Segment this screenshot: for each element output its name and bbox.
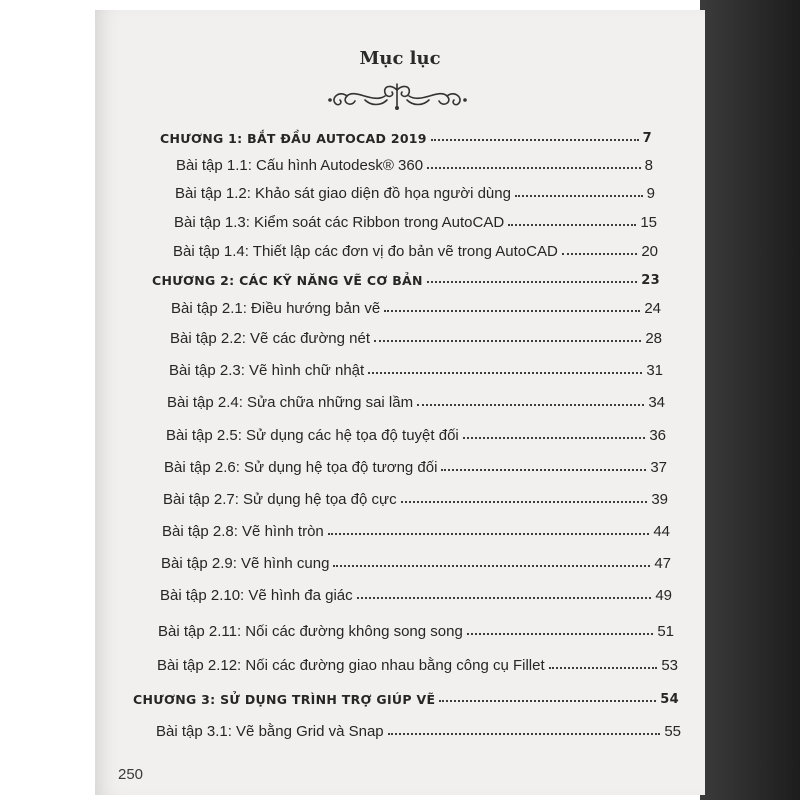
toc-page-number: 51 [657, 623, 674, 640]
leader-dots [463, 437, 646, 439]
toc-chapter-3 [133, 681, 679, 707]
toc-label: Bài tập 2.12: Nối các đường giao nhau bằng công cụ Fillet [157, 657, 545, 674]
toc-page-number: 9 [646, 185, 655, 202]
toc-page-number: 31 [646, 362, 663, 379]
leader-dots [549, 667, 658, 669]
toc-page-number: 54 [660, 692, 679, 707]
leader-dots [508, 224, 636, 226]
toc-item [163, 482, 668, 508]
toc-page-number: 49 [655, 587, 672, 604]
toc-label: Bài tập 1.1: Cấu hình Autodesk® 360 [176, 157, 424, 174]
toc-page-number: 55 [664, 723, 681, 740]
toc-page-number: 20 [641, 243, 658, 260]
toc-label: Bài tập 2.7: Sử dụng hệ tọa độ cực [163, 491, 397, 508]
toc-item [171, 291, 661, 317]
toc-page-number: 37 [650, 459, 667, 476]
toc-label: Bài tập 2.5: Sử dụng các hệ tọa độ tuyệt đối [166, 427, 459, 444]
toc-chapter-2 [152, 262, 660, 288]
toc-label: Bài tập 1.4: Thiết lập các đơn vị đo bản vẽ trong AutoCAD [173, 243, 558, 260]
toc-label: Bài tập 3.1: Vẽ bằng Grid và Snap [156, 723, 384, 740]
toc-item [173, 234, 658, 260]
toc-page-number: 28 [645, 330, 662, 347]
toc-label: CHƯƠNG 2: CÁC KỸ NĂNG VẼ CƠ BẢN [152, 273, 423, 288]
leader-dots [417, 404, 644, 406]
toc-item [162, 514, 670, 540]
toc-item [167, 385, 665, 411]
toc-page-number: 44 [653, 523, 670, 540]
toc-page-number: 24 [644, 300, 661, 317]
toc-label: Bài tập 2.2: Vẽ các đường nét [170, 330, 371, 347]
toc-item [157, 648, 678, 674]
leader-dots [357, 597, 652, 599]
leader-dots [333, 565, 650, 567]
toc-chapter-1 [160, 120, 652, 146]
toc-label: Bài tập 2.11: Nối các đường không song song [158, 623, 463, 640]
toc-page-number: 8 [644, 157, 653, 174]
toc-item [164, 450, 667, 476]
toc-label: Bài tập 2.6: Sử dụng hệ tọa độ tương đối [164, 459, 438, 476]
leader-dots [439, 700, 656, 702]
toc-item [169, 353, 663, 379]
leader-dots [441, 469, 646, 471]
toc-page-number: 23 [641, 273, 660, 288]
leader-dots [427, 281, 638, 283]
toc-item [176, 148, 653, 174]
toc-label: CHƯƠNG 3: SỬ DỤNG TRÌNH TRỢ GIÚP VẼ [133, 692, 436, 707]
toc-item [161, 546, 671, 572]
book-spine-shadow [700, 0, 800, 800]
decorative-ornament-icon [325, 80, 470, 112]
leader-dots [562, 253, 638, 255]
leader-dots [401, 501, 648, 503]
toc-item [160, 578, 672, 604]
leader-dots [427, 167, 641, 169]
leader-dots [431, 139, 639, 141]
toc-label: CHƯƠNG 1: BẮT ĐẦU AUTOCAD 2019 [160, 131, 427, 146]
toc-label: Bài tập 1.3: Kiểm soát các Ribbon trong AutoCAD [174, 214, 505, 231]
toc-label: Bài tập 2.8: Vẽ hình tròn [162, 523, 324, 540]
toc-label: Bài tập 2.9: Vẽ hình cung [161, 555, 330, 572]
toc-page-number: 34 [648, 394, 665, 411]
footer-page-number: 250 [118, 766, 144, 783]
toc-item [170, 321, 662, 347]
toc-label: Bài tập 1.2: Khảo sát giao diện đồ họa người dùng [175, 185, 511, 202]
toc-page-number: 47 [654, 555, 671, 572]
toc-label: Bài tập 2.3: Vẽ hình chữ nhật [169, 362, 365, 379]
toc-label: Bài tập 2.4: Sửa chữa những sai lầm [167, 394, 414, 411]
leader-dots [515, 195, 643, 197]
toc-item [158, 614, 674, 640]
toc-page-number: 7 [642, 131, 652, 146]
leader-dots [374, 340, 641, 342]
toc-item [166, 418, 666, 444]
toc-page-number: 39 [651, 491, 668, 508]
leader-dots [467, 633, 654, 635]
leader-dots [388, 733, 661, 735]
toc-item [175, 176, 655, 202]
leader-dots [384, 310, 640, 312]
toc-page-number: 36 [649, 427, 666, 444]
toc-page-number: 15 [640, 214, 657, 231]
toc-item [156, 714, 681, 740]
toc-item [174, 205, 657, 231]
toc-label: Bài tập 2.10: Vẽ hình đa giác [160, 587, 353, 604]
toc-label: Bài tập 2.1: Điều hướng bản vẽ [171, 300, 381, 317]
leader-dots [368, 372, 642, 374]
page-title: Mục lục [359, 48, 441, 69]
leader-dots [328, 533, 650, 535]
toc-page-number: 53 [661, 657, 678, 674]
